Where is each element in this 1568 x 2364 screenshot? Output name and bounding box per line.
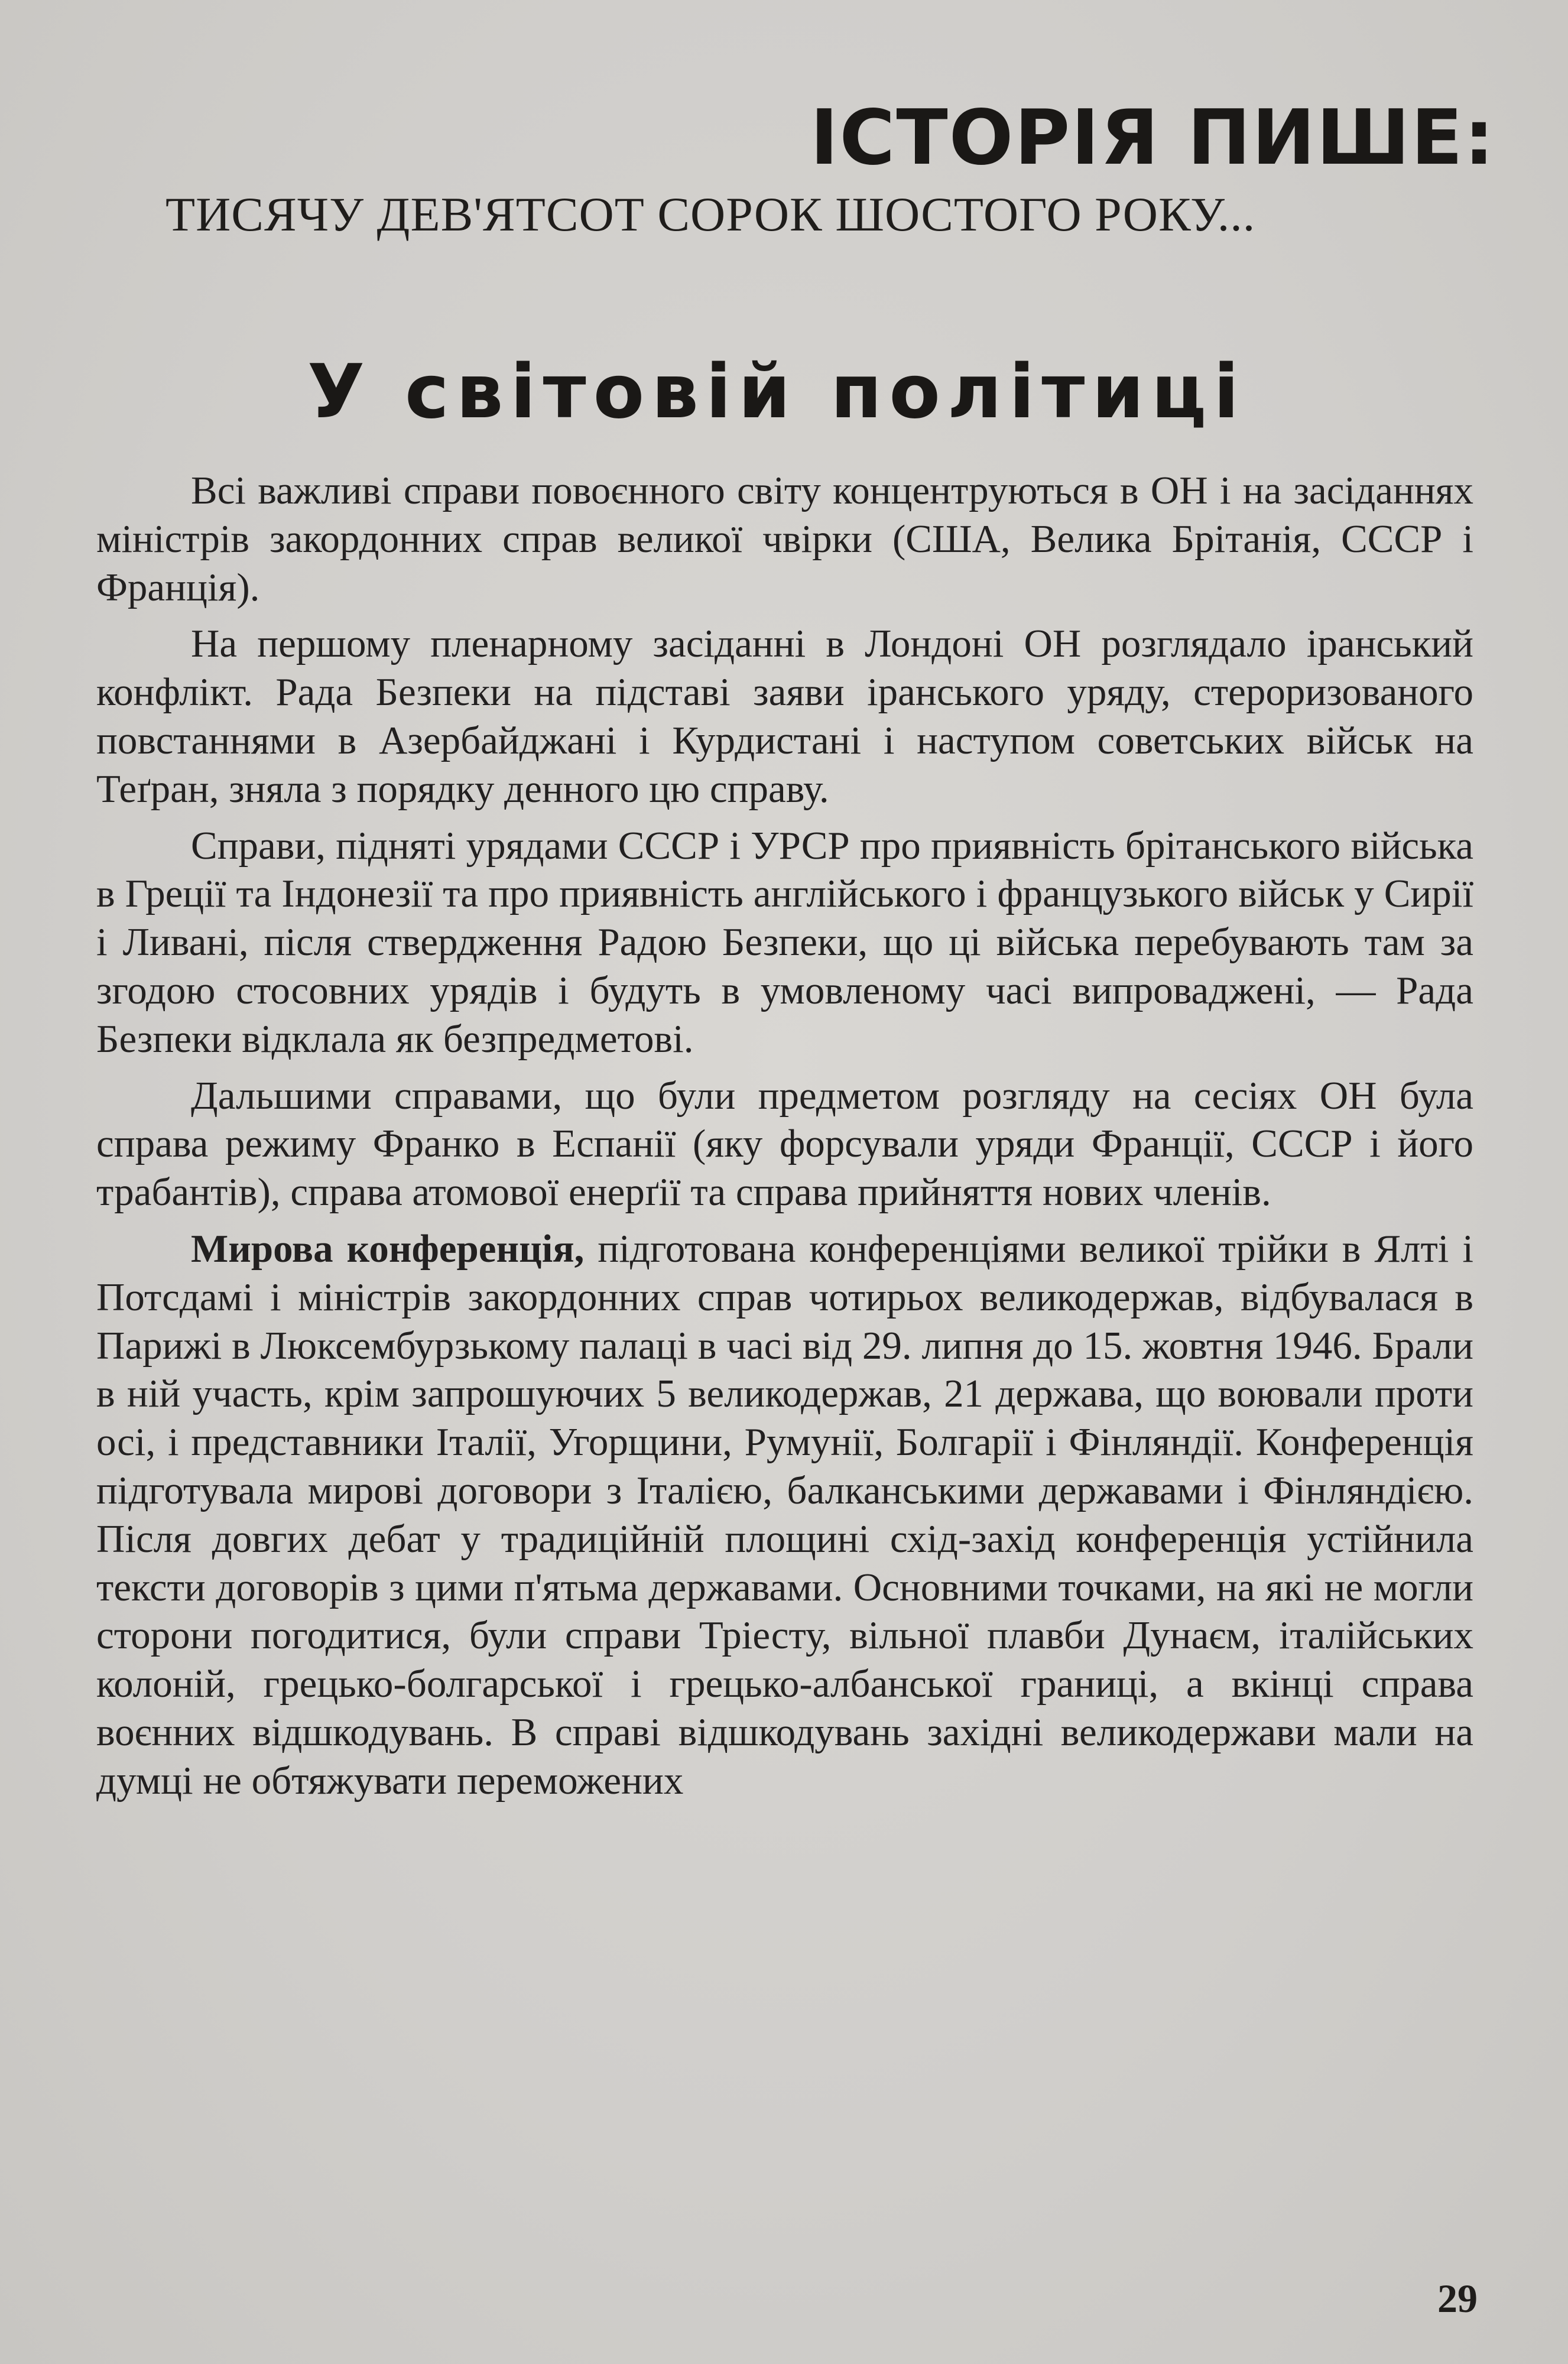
paragraph-5-lead: Мирова конференція, [191,1226,585,1271]
paragraph-5 [96,1225,1473,1806]
paragraph-2: На першому пленарному засіданні в Лондоні ОН розглядало іранський конфлікт. Рада Безпеки на підставі заяви іранського уряду, стероризованого повстаннями в Азербайджані і Курдистані і наступом советських військ на Теґран, зняла з порядку денного цю справу. [96,622,1473,811]
section-title: У світовій політиці [307,348,1246,435]
paragraph-4: Дальшими справами, що були предметом розгляду на сесіях ОН була справа режиму Франко в Еспанії (яку форсували уряди Франції, СССР і його трабантів), справа атомової енерґії та справа прийняття нових членів. [96,1073,1473,1215]
paragraph-5-body: підготована конференціями великої трійки в Ялті і Потсдамі і міністрів закордонних справ чотирьох великодержав, відбувалася в Парижі в Люксембурзькому палаці в часі від 29. липня до 15. жовтня 1946. Брали в ній участь, крім запрошуючих 5 великодержав, 21 держава, що воювали проти осі, і представники Італії, Угорщини, Румунії, Болгарії і Фінляндії. Конференція підготувала мирові договори з Італією, балканськими державами і Фінляндією. Після довгих дебат у традиційній площині схід-захід конференція устійнила тексти договорів з цими п'ятьма державами. Основними точками, на які не могли сторони погодитися, були справи Тріесту, вільної плавби Дунаєм, італійських колоній, грецько-болгарської і грецько-албанської границі, а вкінці справа воєнних відшкодувань. В справі відшкодувань західні великодержави мали на думці не обтяжувати переможених [96,1226,1473,1803]
chapter-subheading: ТИСЯЧУ ДЕВ'ЯТСОТ СОРОК ШОСТОГО РОКУ... [165,187,1256,241]
paragraph-3: Справи, підняті урядами СССР і УРСР про приявність брітанського війська в Греції та Індонезії та про приявність англійського і французького військ у Сирії і Ливані, після ствердження Радою Безпеки, що ці війська перебувають там за згодою стосовних урядів і будуть в умовленому часі випроваджені, — Рада Безпеки відклала як безпредметові. [96,823,1473,1061]
page-number: 29 [1437,2276,1478,2321]
body-text [96,467,1473,1806]
paragraph-1: Всі важливі справи повоєнного світу концентруються в ОН і на засіданнях міністрів закордонних справ великої чвірки (США, Велика Брітанія, СССР і Франція). [96,469,1473,609]
chapter-heading: ІСТОРІЯ ПИШЕ: [810,94,1495,182]
